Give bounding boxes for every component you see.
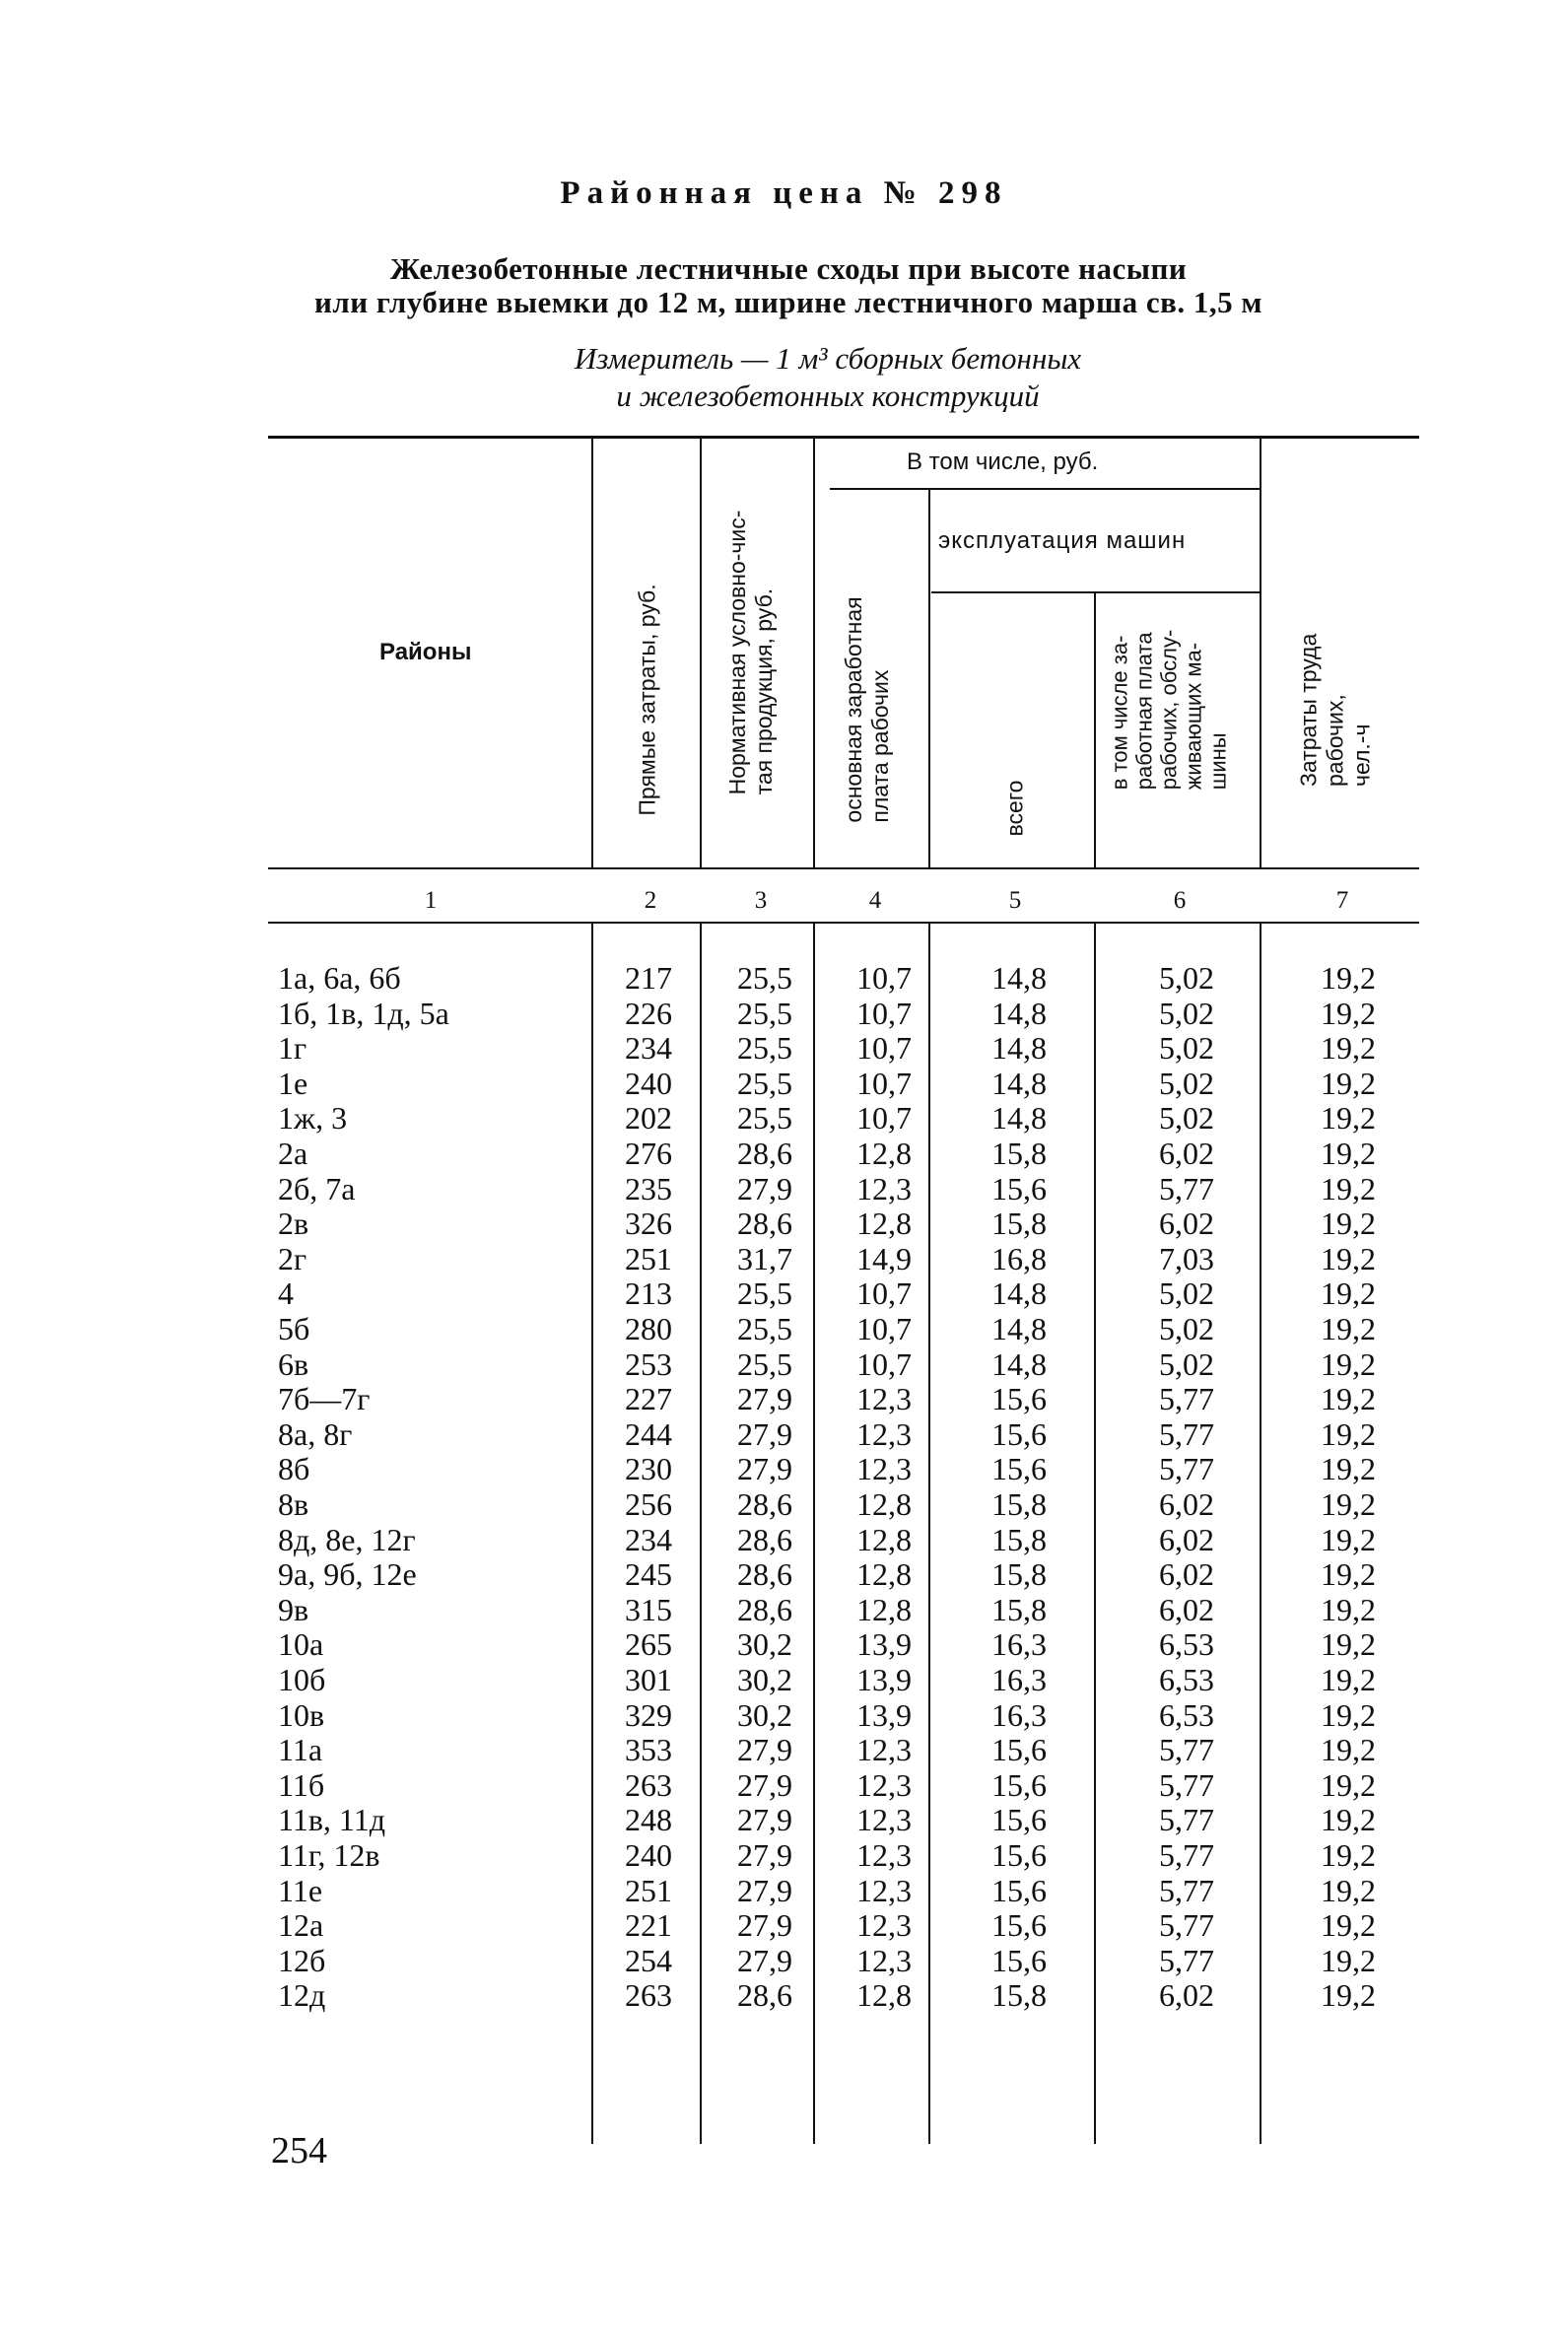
cell-machine-total: 14,8	[991, 960, 1047, 996]
cell-normative-product: 25,5	[737, 1311, 792, 1346]
cell-normative-product: 27,9	[737, 1381, 792, 1417]
meter-line-2: и железобетонных конструкций	[616, 379, 1040, 413]
cell-machine-total: 14,8	[991, 995, 1047, 1031]
cell-machine-wage: 6,02	[1159, 1486, 1214, 1522]
cell-labor-costs: 19,2	[1321, 1345, 1376, 1382]
subtitle-line-2: или глубине выемки до 12 м, ширине лестничного марша св. 1,5 м	[314, 285, 1262, 319]
cell-machine-wage: 5,77	[1159, 1872, 1214, 1908]
cell-machine-total: 15,6	[991, 1802, 1047, 1838]
cell-machine-wage: 6,53	[1159, 1662, 1214, 1697]
colnum-6: 6	[1173, 887, 1187, 914]
cell-direct-costs: 244	[625, 1415, 672, 1452]
cell-normative-product: 27,9	[737, 1802, 792, 1838]
cell-machine-wage: 6,02	[1159, 1521, 1214, 1557]
cell-district: 10в	[278, 1696, 325, 1733]
cell-normative-product: 25,5	[737, 1065, 792, 1101]
cell-base-wage: 12,3	[856, 1415, 912, 1452]
cell-district: 11е	[278, 1872, 323, 1908]
header-districts: Районы	[379, 639, 472, 665]
group-rule	[830, 488, 1260, 490]
cell-base-wage: 12,3	[856, 1766, 912, 1803]
cell-district: 6в	[278, 1345, 309, 1382]
cell-machine-total: 15,6	[991, 1415, 1047, 1452]
header-including-group: В том числе, руб.	[907, 448, 1099, 475]
table-top-rule	[268, 436, 1419, 439]
cell-normative-product: 30,2	[737, 1626, 792, 1663]
cell-district: 9а, 9б, 12е	[278, 1556, 417, 1593]
cell-base-wage: 12,3	[856, 1802, 912, 1838]
cell-direct-costs: 254	[625, 1942, 672, 1978]
cell-machine-wage: 6,02	[1159, 1556, 1214, 1593]
cell-labor-costs: 19,2	[1321, 1662, 1376, 1697]
cell-machine-wage: 5,02	[1159, 1275, 1214, 1312]
cell-machine-total: 14,8	[991, 1030, 1047, 1067]
cell-base-wage: 12,3	[856, 1732, 912, 1768]
cell-machine-wage: 5,77	[1159, 1766, 1214, 1803]
cell-district: 2г	[278, 1240, 307, 1276]
cell-machine-total: 14,8	[991, 1311, 1047, 1346]
cell-direct-costs: 202	[625, 1100, 672, 1137]
cell-direct-costs: 326	[625, 1206, 672, 1242]
cell-district: 1е	[278, 1065, 308, 1101]
cell-normative-product: 27,9	[737, 1415, 792, 1452]
cell-direct-costs: 256	[625, 1486, 672, 1522]
cell-base-wage: 12,3	[856, 1872, 912, 1908]
cell-machine-total: 15,6	[991, 1872, 1047, 1908]
cell-normative-product: 28,6	[737, 1977, 792, 2014]
cell-normative-product: 25,5	[737, 1345, 792, 1382]
cell-machine-wage: 7,03	[1159, 1240, 1214, 1276]
cell-direct-costs: 253	[625, 1345, 672, 1382]
cell-normative-product: 25,5	[737, 995, 792, 1031]
cell-machine-total: 16,3	[991, 1696, 1047, 1733]
cell-base-wage: 12,3	[856, 1907, 912, 1944]
cell-base-wage: 12,3	[856, 1170, 912, 1206]
cell-base-wage: 13,9	[856, 1662, 912, 1697]
cell-base-wage: 10,7	[856, 1345, 912, 1382]
cell-district: 2в	[278, 1206, 309, 1242]
cell-machine-total: 15,6	[991, 1170, 1047, 1206]
cell-labor-costs: 19,2	[1321, 1240, 1376, 1276]
cell-district: 12б	[278, 1942, 326, 1978]
cell-machine-wage: 6,02	[1159, 1591, 1214, 1627]
cell-district: 7б—7г	[278, 1381, 371, 1417]
column-divider	[700, 436, 702, 867]
cell-labor-costs: 19,2	[1321, 1521, 1376, 1557]
cell-machine-total: 15,8	[991, 1556, 1047, 1593]
cell-district: 10б	[278, 1662, 326, 1697]
cell-labor-costs: 19,2	[1321, 1626, 1376, 1663]
cell-base-wage: 12,3	[856, 1451, 912, 1487]
cell-district: 9в	[278, 1591, 309, 1627]
cell-normative-product: 28,6	[737, 1206, 792, 1242]
cell-base-wage: 10,7	[856, 1065, 912, 1101]
cell-machine-wage: 5,77	[1159, 1732, 1214, 1768]
header-base-wage: основная заработная плата рабочих	[841, 596, 893, 823]
cell-normative-product: 28,6	[737, 1136, 792, 1171]
colnum-1: 1	[424, 887, 438, 914]
cell-base-wage: 10,7	[856, 1100, 912, 1137]
cell-base-wage: 12,8	[856, 1977, 912, 2014]
cell-machine-wage: 5,02	[1159, 1311, 1214, 1346]
cell-machine-total: 15,6	[991, 1732, 1047, 1768]
cell-machine-total: 14,8	[991, 1345, 1047, 1382]
cell-normative-product: 30,2	[737, 1696, 792, 1733]
cell-machine-wage: 5,02	[1159, 1100, 1214, 1137]
cell-normative-product: 27,9	[737, 1837, 792, 1873]
cell-machine-total: 14,8	[991, 1100, 1047, 1137]
cell-base-wage: 12,3	[856, 1837, 912, 1873]
cell-labor-costs: 19,2	[1321, 1732, 1376, 1768]
header-labor-costs: Затраты труда рабочих, чел.-ч	[1295, 633, 1375, 787]
cell-normative-product: 27,9	[737, 1170, 792, 1206]
cell-labor-costs: 19,2	[1321, 1556, 1376, 1593]
colnum-bottom-rule	[268, 922, 1419, 924]
price-heading: Районная цена № 298	[560, 175, 1008, 211]
cell-direct-costs: 353	[625, 1732, 672, 1768]
cell-district: 8в	[278, 1486, 309, 1522]
cell-district: 10а	[278, 1626, 324, 1663]
cell-direct-costs: 265	[625, 1626, 672, 1663]
cell-base-wage: 12,8	[856, 1206, 912, 1242]
cell-machine-wage: 6,53	[1159, 1696, 1214, 1733]
cell-district: 12д	[278, 1977, 326, 2014]
colnum-4: 4	[868, 887, 882, 914]
cell-base-wage: 13,9	[856, 1626, 912, 1663]
cell-direct-costs: 248	[625, 1802, 672, 1838]
cell-machine-total: 15,8	[991, 1136, 1047, 1171]
header-machine-wage: в том числе за- работная плата рабочих, обслу- живающих ма- шины	[1107, 629, 1231, 791]
colnum-7: 7	[1335, 887, 1349, 914]
cell-district: 11г, 12в	[278, 1837, 380, 1873]
cell-district: 8д, 8е, 12г	[278, 1521, 416, 1557]
cell-direct-costs: 315	[625, 1591, 672, 1627]
cell-direct-costs: 235	[625, 1170, 672, 1206]
cell-normative-product: 28,6	[737, 1591, 792, 1627]
cell-machine-total: 15,8	[991, 1206, 1047, 1242]
cell-machine-wage: 5,77	[1159, 1415, 1214, 1452]
cell-base-wage: 12,8	[856, 1591, 912, 1627]
cell-base-wage: 10,7	[856, 1275, 912, 1312]
cell-labor-costs: 19,2	[1321, 1591, 1376, 1627]
cell-machine-total: 15,8	[991, 1591, 1047, 1627]
cell-machine-wage: 6,02	[1159, 1206, 1214, 1242]
cell-district: 2б, 7а	[278, 1170, 356, 1206]
cell-machine-wage: 5,77	[1159, 1942, 1214, 1978]
cell-normative-product: 25,5	[737, 1100, 792, 1137]
colnum-2: 2	[644, 887, 657, 914]
cell-normative-product: 27,9	[737, 1766, 792, 1803]
cell-normative-product: 27,9	[737, 1872, 792, 1908]
cell-direct-costs: 251	[625, 1240, 672, 1276]
cell-base-wage: 14,9	[856, 1240, 912, 1276]
cell-machine-wage: 5,02	[1159, 960, 1214, 996]
cell-normative-product: 27,9	[737, 1942, 792, 1978]
cell-district: 4	[278, 1275, 294, 1312]
cell-base-wage: 12,8	[856, 1521, 912, 1557]
cell-machine-total: 15,8	[991, 1521, 1047, 1557]
cell-machine-wage: 5,77	[1159, 1837, 1214, 1873]
cell-direct-costs: 221	[625, 1907, 672, 1944]
cell-labor-costs: 19,2	[1321, 1100, 1376, 1137]
cell-machine-wage: 5,02	[1159, 1065, 1214, 1101]
cell-labor-costs: 19,2	[1321, 1170, 1376, 1206]
cell-machine-total: 16,8	[991, 1240, 1047, 1276]
cell-labor-costs: 19,2	[1321, 1415, 1376, 1452]
cell-labor-costs: 19,2	[1321, 1977, 1376, 2014]
cell-district: 2а	[278, 1136, 308, 1171]
cell-district: 12а	[278, 1907, 324, 1944]
cell-labor-costs: 19,2	[1321, 1206, 1376, 1242]
column-divider	[813, 436, 815, 867]
cell-labor-costs: 19,2	[1321, 1837, 1376, 1873]
cell-direct-costs: 263	[625, 1766, 672, 1803]
cell-labor-costs: 19,2	[1321, 1766, 1376, 1803]
cell-base-wage: 12,8	[856, 1556, 912, 1593]
cell-direct-costs: 263	[625, 1977, 672, 2014]
cell-direct-costs: 240	[625, 1837, 672, 1873]
cell-district: 8б	[278, 1451, 310, 1487]
cell-district: 11б	[278, 1766, 325, 1803]
cell-district: 11в, 11д	[278, 1802, 386, 1838]
meter-line-1: Измеритель — 1 м³ сборных бетонных	[574, 341, 1082, 376]
cell-labor-costs: 19,2	[1321, 1065, 1376, 1101]
cell-machine-total: 15,8	[991, 1486, 1047, 1522]
cell-labor-costs: 19,2	[1321, 1802, 1376, 1838]
cell-base-wage: 12,8	[856, 1486, 912, 1522]
cell-machine-total: 14,8	[991, 1065, 1047, 1101]
cell-district: 11а	[278, 1732, 323, 1768]
cell-direct-costs: 276	[625, 1136, 672, 1171]
cell-district: 8а, 8г	[278, 1415, 353, 1452]
cell-base-wage: 10,7	[856, 995, 912, 1031]
cell-normative-product: 27,9	[737, 1732, 792, 1768]
cell-base-wage: 12,3	[856, 1942, 912, 1978]
cell-normative-product: 25,5	[737, 1030, 792, 1067]
column-divider	[1260, 436, 1261, 867]
cell-machine-total: 15,6	[991, 1837, 1047, 1873]
cell-machine-wage: 5,02	[1159, 1345, 1214, 1382]
cell-labor-costs: 19,2	[1321, 1030, 1376, 1067]
cell-base-wage: 10,7	[856, 1030, 912, 1067]
cell-labor-costs: 19,2	[1321, 960, 1376, 996]
cell-labor-costs: 19,2	[1321, 1136, 1376, 1171]
cell-machine-total: 15,8	[991, 1977, 1047, 2014]
cell-machine-wage: 6,02	[1159, 1136, 1214, 1171]
cell-base-wage: 13,9	[856, 1696, 912, 1733]
cell-direct-costs: 217	[625, 960, 672, 996]
cell-direct-costs: 230	[625, 1451, 672, 1487]
cell-direct-costs: 301	[625, 1662, 672, 1697]
colnum-5: 5	[1008, 887, 1022, 914]
cell-machine-wage: 5,77	[1159, 1907, 1214, 1944]
cell-machine-wage: 5,77	[1159, 1451, 1214, 1487]
cell-machine-total: 16,3	[991, 1662, 1047, 1697]
cell-labor-costs: 19,2	[1321, 1942, 1376, 1978]
cell-direct-costs: 240	[625, 1065, 672, 1101]
cell-base-wage: 12,3	[856, 1381, 912, 1417]
cell-labor-costs: 19,2	[1321, 1451, 1376, 1487]
cell-labor-costs: 19,2	[1321, 1311, 1376, 1346]
cell-district: 1ж, 3	[278, 1100, 348, 1137]
cell-machine-total: 15,6	[991, 1451, 1047, 1487]
cell-district: 1а, 6а, 6б	[278, 960, 401, 996]
cell-normative-product: 28,6	[737, 1486, 792, 1522]
cell-machine-total: 15,6	[991, 1381, 1047, 1417]
cell-normative-product: 31,7	[737, 1240, 792, 1276]
cell-labor-costs: 19,2	[1321, 1872, 1376, 1908]
cell-labor-costs: 19,2	[1321, 1907, 1376, 1944]
cell-machine-wage: 5,77	[1159, 1170, 1214, 1206]
cell-machine-total: 15,6	[991, 1766, 1047, 1803]
cell-district: 1г	[278, 1030, 307, 1067]
cell-direct-costs: 251	[625, 1872, 672, 1908]
cell-normative-product: 28,6	[737, 1556, 792, 1593]
cell-direct-costs: 280	[625, 1311, 672, 1346]
cell-direct-costs: 234	[625, 1030, 672, 1067]
cell-district: 5б	[278, 1311, 310, 1346]
cell-machine-wage: 6,02	[1159, 1977, 1214, 2014]
cell-normative-product: 30,2	[737, 1662, 792, 1697]
cell-labor-costs: 19,2	[1321, 1486, 1376, 1522]
colnum-3: 3	[754, 887, 768, 914]
header-direct-costs: Прямые затраты, руб.	[634, 584, 660, 816]
cell-direct-costs: 226	[625, 995, 672, 1031]
cell-normative-product: 27,9	[737, 1451, 792, 1487]
header-normative-product: Нормативная условно-чис- тая продукция, руб.	[724, 510, 777, 795]
cell-normative-product: 25,5	[737, 1275, 792, 1312]
table-subtitle	[246, 252, 1330, 319]
page-number: 254	[271, 2130, 327, 2171]
cell-base-wage: 10,7	[856, 1311, 912, 1346]
cell-machine-total: 15,6	[991, 1942, 1047, 1978]
cell-machine-wage: 5,02	[1159, 995, 1214, 1031]
cell-base-wage: 10,7	[856, 960, 912, 996]
cell-normative-product: 25,5	[737, 960, 792, 996]
cell-direct-costs: 245	[625, 1556, 672, 1593]
cell-labor-costs: 19,2	[1321, 1696, 1376, 1733]
cell-base-wage: 12,8	[856, 1136, 912, 1171]
cell-labor-costs: 19,2	[1321, 995, 1376, 1031]
cell-labor-costs: 19,2	[1321, 1381, 1376, 1417]
cell-normative-product: 28,6	[737, 1521, 792, 1557]
column-divider	[928, 488, 930, 867]
header-bottom-rule	[268, 867, 1419, 869]
cell-direct-costs: 213	[625, 1275, 672, 1312]
header-machine-total: всего	[1001, 780, 1028, 837]
cell-normative-product: 27,9	[737, 1907, 792, 1944]
cell-direct-costs: 329	[625, 1696, 672, 1733]
cell-machine-wage: 5,02	[1159, 1030, 1214, 1067]
cell-machine-wage: 5,77	[1159, 1802, 1214, 1838]
measurement-unit	[434, 340, 1222, 415]
column-divider	[1094, 591, 1096, 867]
cell-machine-wage: 6,53	[1159, 1626, 1214, 1663]
cell-direct-costs: 227	[625, 1381, 672, 1417]
cell-machine-total: 15,6	[991, 1907, 1047, 1944]
cell-labor-costs: 19,2	[1321, 1275, 1376, 1312]
subtitle-line-1: Железобетонные лестничные сходы при высоте насыпи	[389, 251, 1188, 286]
cell-machine-wage: 5,77	[1159, 1381, 1214, 1417]
cell-machine-total: 14,8	[991, 1275, 1047, 1312]
cell-direct-costs: 234	[625, 1521, 672, 1557]
column-divider	[591, 436, 593, 867]
header-machine-operation: эксплуатация машин	[938, 527, 1187, 554]
cell-machine-total: 16,3	[991, 1626, 1047, 1663]
cell-district: 1б, 1в, 1д, 5а	[278, 995, 449, 1031]
